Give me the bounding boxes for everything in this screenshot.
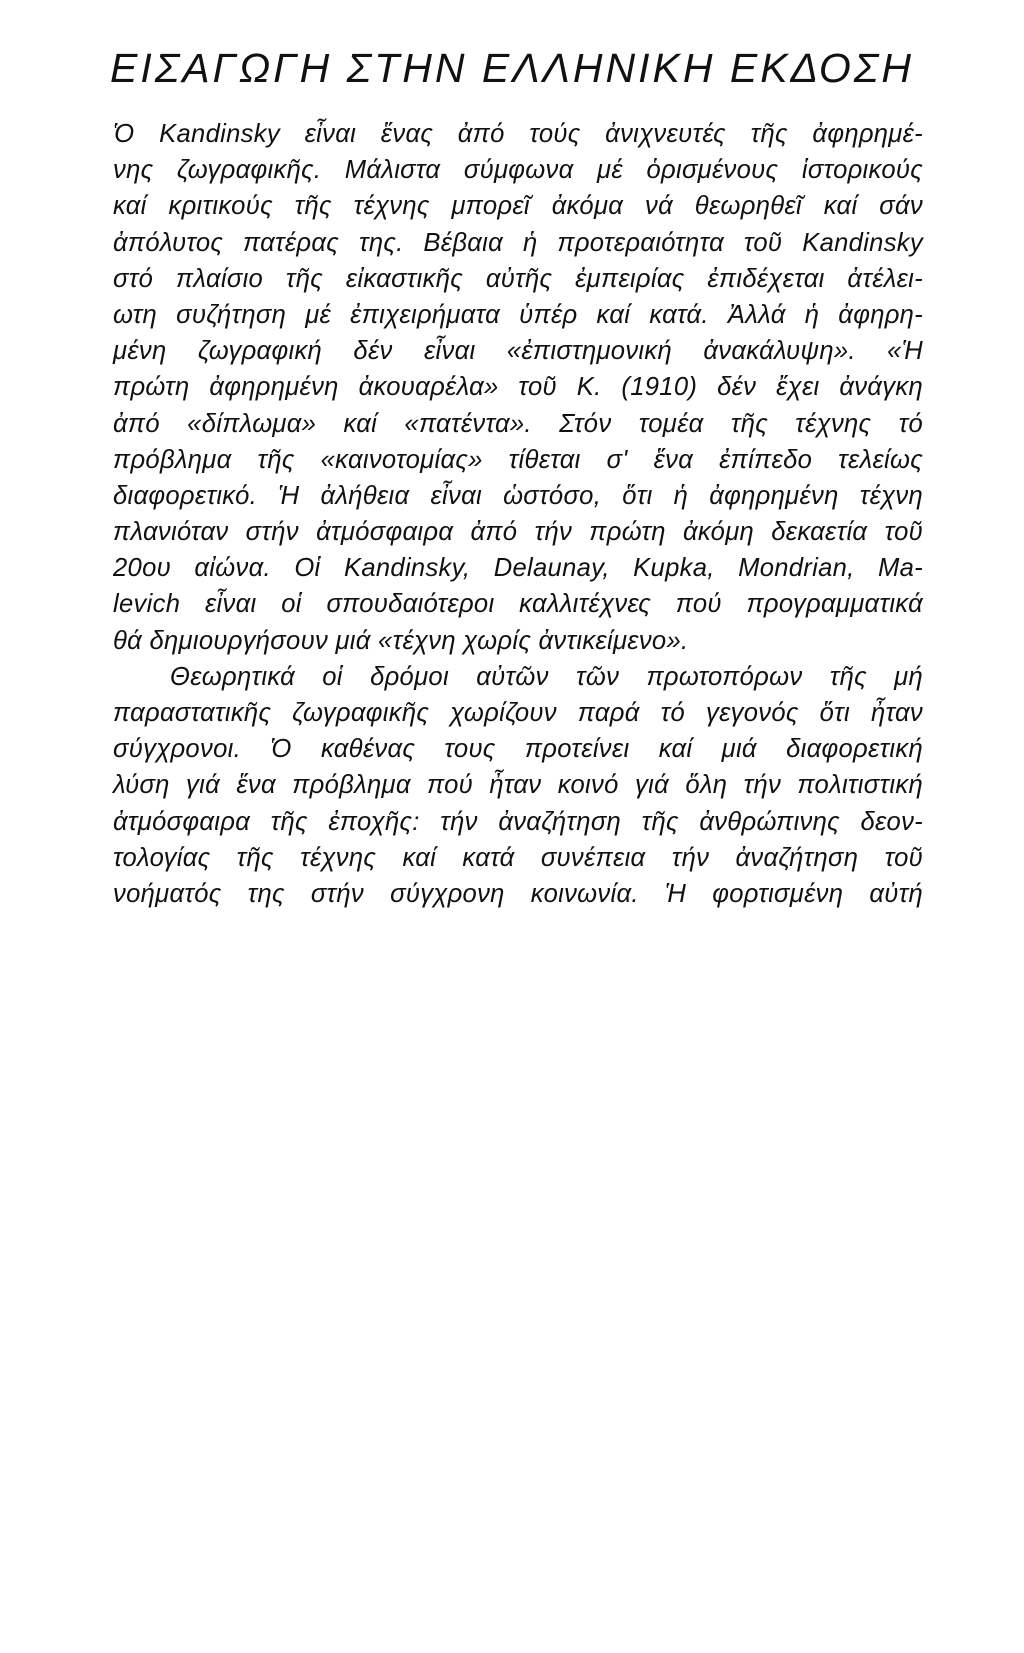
- text-line: ἀπόλυτος πατέρας της. Βέβαια ἡ προτεραιότητα τοῦ Kandinsky: [113, 228, 923, 257]
- text-line: πρώτη ἀφηρημένη ἀκουαρέλα» τοῦ Κ. (1910) δέν ἔχει ἀνάγκη: [113, 373, 923, 402]
- body-text: [113, 116, 923, 912]
- text-line: πλανιόταν στήν ἀτμόσφαιρα ἀπό τήν πρώτη ἀκόμη δεκαετία τοῦ: [113, 518, 923, 547]
- text-line: τολογίας τῆς τέχνης καί κατά συνέπεια τήν ἀναζήτηση τοῦ: [113, 843, 923, 872]
- text-line: πρόβλημα τῆς «καινοτομίας» τίθεται σ' ἕνα ἐπίπεδο τελείως: [113, 445, 923, 474]
- text-line: μένη ζωγραφική δέν εἶναι «ἐπιστημονική ἀνακάλυψη». «Ἡ: [113, 337, 923, 366]
- text-line: νοήματός της στήν σύγχρονη κοινωνία. Ἡ φορτισμένη αὐτή: [113, 879, 923, 908]
- text-line: στό πλαίσιο τῆς εἰκαστικῆς αὐτῆς ἐμπειρίας ἐπιδέχεται ἀτέλει-: [113, 264, 923, 293]
- paragraph-1: [113, 116, 923, 659]
- text-line: levich εἶναι οἱ σπουδαιότεροι καλλιτέχνες πού προγραμματικά: [113, 590, 923, 619]
- text-line: Θεωρητικά οἱ δρόμοι αὐτῶν τῶν πρωτοπόρων τῆς μή: [170, 662, 923, 691]
- text-line: 20ου αἰώνα. Οἱ Kandinsky, Delaunay, Kupka, Mondrian, Ma-: [113, 554, 923, 583]
- page-title: ΕΙΣΑΓΩΓΗ ΣΤΗΝ ΕΛΛΗΝΙΚΗ ΕΚΔΟΣΗ: [109, 45, 915, 91]
- text-line: διαφορετικό. Ἡ ἀλήθεια εἶναι ὡστόσο, ὅτι ἡ ἀφηρημένη τέχνη: [113, 481, 923, 510]
- text-line: ωτη συζήτηση μέ ἐπιχειρήματα ὑπέρ καί κατά. Ἀλλά ἡ ἀφηρη-: [113, 300, 923, 329]
- text-line: νης ζωγραφικῆς. Μάλιστα σύμφωνα μέ ὁρισμένους ἱστορικούς: [113, 156, 923, 185]
- text-line: καί κριτικούς τῆς τέχνης μπορεῖ ἀκόμα νά θεωρηθεῖ καί σάν: [113, 192, 923, 221]
- text-line: θά δημιουργήσουν μιά «τέχνη χωρίς ἀντικείμενο».: [113, 626, 689, 655]
- text-line: σύγχρονοι. Ὁ καθένας τους προτείνει καί μιά διαφορετική: [113, 735, 923, 764]
- text-line: παραστατικῆς ζωγραφικῆς χωρίζουν παρά τό γεγονός ὅτι ἦταν: [113, 699, 923, 727]
- text-line: ἀπό «δίπλωμα» καί «πατέντα». Στόν τομέα τῆς τέχνης τό: [113, 409, 923, 438]
- paragraph-2: [113, 659, 923, 912]
- text-line: λύση γιά ἕνα πρόβλημα πού ἦταν κοινό γιά ὅλη τήν πολιτιστική: [113, 771, 923, 800]
- text-line: ἀτμόσφαιρα τῆς ἐποχῆς: τήν ἀναζήτηση τῆς ἀνθρώπινης δεον-: [113, 807, 923, 836]
- text-line: Ὁ Kandinsky εἶναι ἕνας ἀπό τούς ἀνιχνευτές τῆς ἀφηρημέ-: [113, 120, 923, 148]
